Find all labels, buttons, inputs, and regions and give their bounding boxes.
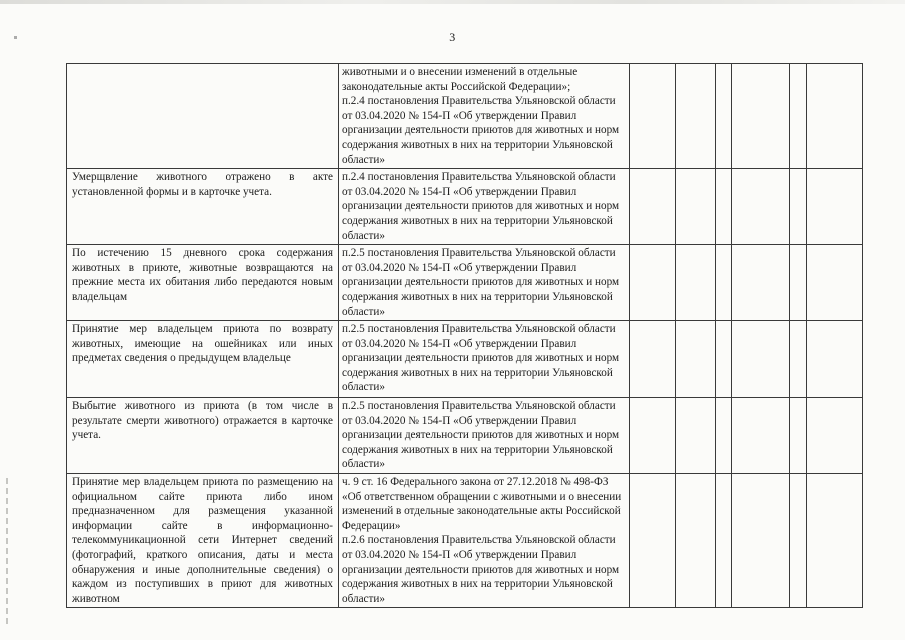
notes-cell: [807, 474, 863, 608]
notes-cell: [807, 321, 863, 398]
answer-cell: [716, 245, 732, 321]
answer-cell: [716, 64, 732, 169]
scan-edge-left: [6, 478, 8, 628]
legal-reference-cell: [339, 169, 630, 245]
legal-reference-cell: [339, 64, 630, 169]
answer-cell: [630, 245, 676, 321]
answer-cell: [790, 474, 807, 608]
table-row: [67, 474, 863, 608]
answer-cell: [630, 474, 676, 608]
answer-cell: [732, 474, 790, 608]
answer-cell: [732, 398, 790, 474]
answer-cell: [790, 321, 807, 398]
legal-reference-cell: [339, 474, 630, 608]
table-row: [67, 64, 863, 169]
legal-reference: животными и о внесении изменений в отдельные законодательные акты Российской Федерации»;: [342, 66, 581, 93]
answer-cell: [676, 245, 716, 321]
answer-cell: [790, 64, 807, 169]
answer-cell: [676, 398, 716, 474]
legal-reference: п.2.4 постановления Правительства Ульяновской области от 03.04.2020 № 154-П «Об утверждении Правил организации деятельности приютов для животных и норм содержания животных в них на территории Ульяновской области»: [342, 95, 622, 166]
answer-cell: [716, 321, 732, 398]
answer-cell: [790, 398, 807, 474]
legal-reference: п.2.5 постановления Правительства Ульяновской области от 03.04.2020 № 154-П «Об утверждении Правил организации деятельности приютов для животных и норм содержания животных в них на территории Ульяновской области»: [342, 400, 622, 471]
answer-cell: [732, 245, 790, 321]
requirement-cell: Принятие мер владельцем приюта по возврату животных, имеющие на ошейниках или иных предметах сведения о предыдущем владельце: [67, 321, 339, 398]
answer-cell: [630, 398, 676, 474]
legal-reference: п.2.4 постановления Правительства Ульяновской области от 03.04.2020 № 154-П «Об утверждении Правил организации деятельности приютов для животных и норм содержания животных в них на территории Ульяновской области»: [342, 171, 622, 242]
answer-cell: [716, 474, 732, 608]
answer-cell: [676, 474, 716, 608]
requirement-cell: Принятие мер владельцем приюта по размещению на официальном сайте приюта либо ином предназначенном для размещения указанной информации сайте в информационно-телекоммуникационной сети Интернет сведений (фотографий, краткого описания, даты и места обнаружения и иные дополнительные сведения) о каждом из поступивших в приют для животных животном: [67, 474, 339, 608]
table-row: [67, 169, 863, 245]
requirement-cell: Умерщвление животного отражено в акте установленной формы и в карточке учета.: [67, 169, 339, 245]
answer-cell: [716, 398, 732, 474]
legal-reference: п.2.6 постановления Правительства Ульяновской области от 03.04.2020 № 154-П «Об утверждении Правил организации деятельности приютов для животных и норм содержания животных в них на территории Ульяновской области»: [342, 534, 622, 605]
legal-reference: п.2.5 постановления Правительства Ульяновской области от 03.04.2020 № 154-П «Об утверждении Правил организации деятельности приютов для животных и норм содержания животных в них на территории Ульяновской области»: [342, 323, 622, 394]
notes-cell: [807, 64, 863, 169]
answer-cell: [630, 169, 676, 245]
legal-reference-cell: [339, 245, 630, 321]
legal-reference-cell: [339, 398, 630, 474]
answer-cell: [676, 321, 716, 398]
answer-cell: [790, 245, 807, 321]
requirement-cell: По истечению 15 дневного срока содержания животных в приюте, животные возвращаются на прежние места их обитания либо передаются новым владельцам: [67, 245, 339, 321]
table-row: [67, 398, 863, 474]
answer-cell: [676, 169, 716, 245]
legal-reference: ч. 9 ст. 16 Федерального закона от 27.12.2018 № 498-ФЗ «Об ответственном обращении с животными и о внесении изменений в отдельные законодательные акты Российской Федерации»: [342, 476, 625, 532]
table-row: [67, 321, 863, 398]
notes-cell: [807, 245, 863, 321]
answer-cell: [716, 169, 732, 245]
notes-cell: [807, 169, 863, 245]
answer-cell: [676, 64, 716, 169]
answer-cell: [630, 321, 676, 398]
answer-cell: [732, 64, 790, 169]
legal-reference: п.2.5 постановления Правительства Ульяновской области от 03.04.2020 № 154-П «Об утверждении Правил организации деятельности приютов для животных и норм содержания животных в них на территории Ульяновской области»: [342, 247, 622, 318]
legal-reference-cell: [339, 321, 630, 398]
scan-edge-top: [0, 0, 905, 4]
answer-cell: [790, 169, 807, 245]
requirement-cell: Выбытие животного из приюта (в том числе в результате смерти животного) отражается в карточке учета.: [67, 398, 339, 474]
answer-cell: [630, 64, 676, 169]
requirement-cell: [67, 64, 339, 169]
answer-cell: [732, 169, 790, 245]
checklist-table: [66, 63, 863, 608]
page-number: 3: [449, 30, 456, 44]
notes-cell: [807, 398, 863, 474]
table-row: [67, 245, 863, 321]
answer-cell: [732, 321, 790, 398]
